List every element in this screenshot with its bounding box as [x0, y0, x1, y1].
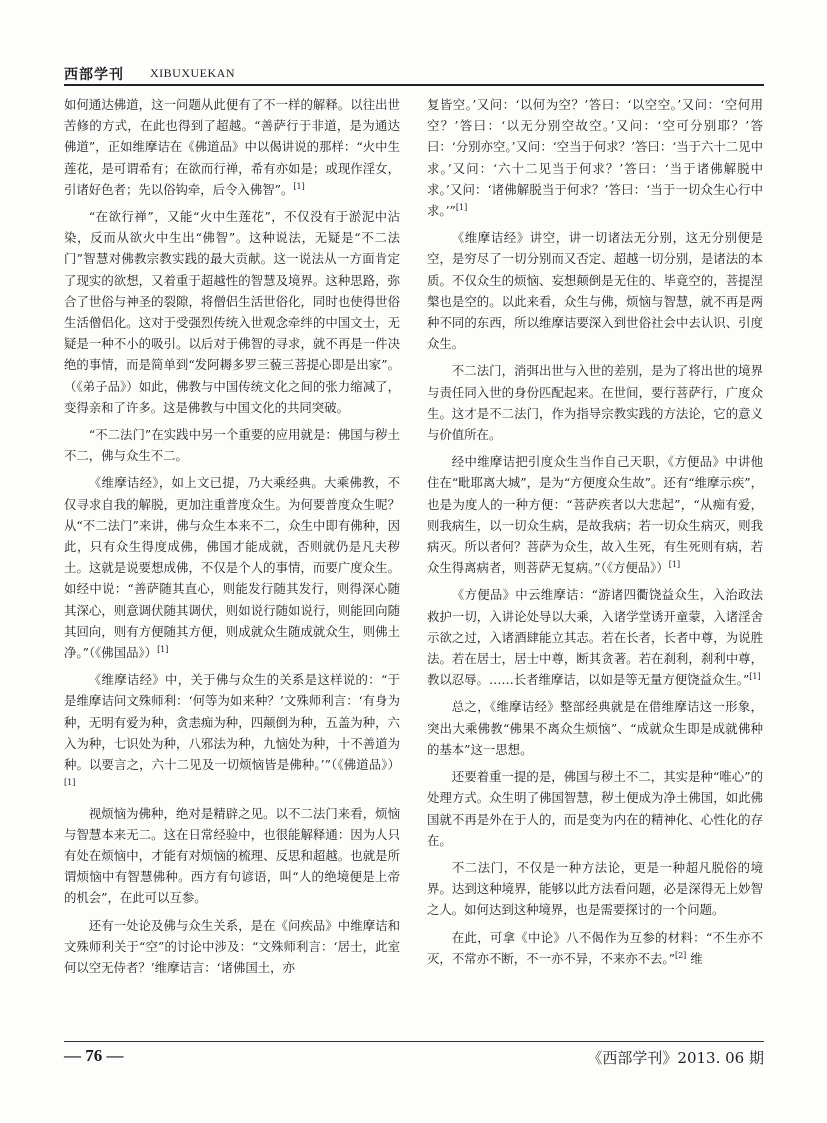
paragraph-text: 还有一处论及佛与众生关系，是在《问疾品》中维摩诘和文殊师利关于“空”的讨论中涉及：“文殊师利言：‘居士，此室何以空无侍者？’维摩诘言：‘诸佛国土，亦 — [64, 917, 400, 975]
paragraph-text: 《维摩诘经》讲空，讲一切诸法无分别，这无分别便是空，是穷尽了一切分别而又否定、超越一切分别，是诸法的本质。不仅众生的烦恼、妄想颠倒是无住的、毕竟空的，菩提涅槃也是空的。以此来看，众生与佛，烦恼与智慧，就不再是两种不同的东西，所以维摩诘要深入到世俗社会中去认识、引度众生。 — [427, 230, 763, 352]
page-number: — 76 — — [64, 1046, 124, 1065]
paragraph — [427, 584, 763, 690]
citation-ref: [1] — [668, 560, 681, 570]
citation-ref: [1] — [157, 644, 169, 654]
paragraph-text: 复皆空。’又问：‘以何为空？’答曰：‘以空空。’又问：‘空何用空？’答曰：‘以无分别空故空。’又问：‘空可分别耶？’答曰：‘分别亦空。’又问：‘空当于何求？’答曰：‘当于六十二见中求。’又问：‘六十二见当于何求？’答曰：‘当于诸佛解脱中求。’又问：‘诸佛解脱当于何求？’答曰：‘当于一切众生心行中求。’” — [427, 97, 763, 219]
paragraph-text: 视烦恼为佛种，绝对是精辟之见。以不二法门来看，烦恼与智慧本来无二。这在日常经验中，也很能解释通：因为人只有处在烦恼中，才能有对烦恼的梳理、反思和超越。也就是所谓烦恼中有智慧佛种。西方有句谚语，叫“人的绝境便是上帝的机会”，在此可以互参。 — [64, 805, 400, 906]
paragraph — [427, 451, 763, 578]
paragraph — [64, 669, 400, 796]
paragraph — [64, 472, 400, 663]
left-column — [64, 94, 400, 1034]
paragraph-tail: 维 — [686, 950, 703, 966]
citation-ref: [1] — [64, 778, 76, 788]
right-column — [427, 94, 763, 1034]
paragraph-text: 《维摩诘经》中，关于佛与众生的关系是这样说的：“于是维摩诘问文殊师利：‘何等为如来种？’文殊师利言：‘有身为种，无明有爱为种，贪恚痴为种，四颠倒为种，五盖为种，六入为种，七识处为种，八邪法为种，九恼处为种，十不善道为种。以要言之，六十二见及一切烦恼皆是佛种。’”（《佛道品》） — [64, 672, 400, 773]
journal-issue: 《西部学刊》2013. 06 期 — [587, 1049, 764, 1067]
header-rule — [64, 84, 764, 86]
paragraph-text: 不二法门，不仅是一种方法论，更是一种超凡脱俗的境界。达到这种境界，能够以此方法看问题，必是深得无上妙智之人。如何达到这种境界，也是需要探讨的一个问题。 — [427, 859, 763, 918]
paragraph — [64, 206, 400, 418]
citation-ref: [2] — [674, 950, 687, 960]
paragraph — [64, 915, 400, 979]
paragraph — [427, 857, 763, 921]
footer-rule — [64, 1041, 764, 1042]
paragraph — [64, 803, 400, 909]
paragraph — [427, 227, 763, 354]
journal-title: 西部学刊 — [64, 67, 124, 83]
paragraph-text: 经中维摩诘把引度众生当作自己天职，《方便品》中讲他住在“毗耶离大城”，是为“方便度众生故”。还有“维摩示疾”，也是为度人的一种方便：“菩萨疾者以大悲起”，“从痴有爱，则我病生，以一切众生病，是故我病；若一切众生病灭，则我病灭。所以者何？菩萨为众生，故入生死，有生死则有病，若众生得离病者，则菩萨无复病。”（《方便品》） — [427, 454, 763, 576]
paragraph-text: 在此，可拿《中论》八不偈作为互参的材料：“不生亦不灭，不常亦不断，不一亦不异，不来亦不去。” — [427, 929, 763, 966]
paragraph-text: 《方便品》中云维摩诘：“游诸四衢饶益众生，入治政法救护一切，入讲论处导以大乘，入诸学堂诱开童蒙，入诸淫舍示欲之过，入诸酒肆能立其志。若在长者，长者中尊，为说胜法。若在居士，居士中尊，断其贪著。若在刹利，刹利中尊，教以忍辱。……长者维摩诘，以如是等无量方便饶益众生。” — [427, 587, 763, 688]
paragraph — [427, 360, 763, 445]
paragraph-text: “在欲行禅”，又能“火中生莲花”，不仅没有于淤泥中沾染，反而从欲火中生出“佛智”。这种说法，无疑是“不二法门”智慧对佛教宗教实践的最大贡献。这一说法从一方面肯定了现实的欲想，又着重于超越性的智慧及境界。这种思路，弥合了世俗与神圣的裂隙，将僧侣生活世俗化，同时也使得世俗生活僧侣化。这对于受强烈传统入世观念牵绊的中国文士，无疑是一种不小的吸引。以后对于佛智的寻求，就不再是一件决绝的事情，而是简单到“发阿耨多罗三藐三菩提心即是出家”。（《弟子品》）如此，佛教与中国传统文化之间的张力缩减了，变得亲和了许多。这是佛教与中国文化的共同突破。 — [64, 209, 400, 415]
citation-ref: [1] — [293, 181, 305, 191]
journal-title-latin: XIBUXUEKAN — [150, 66, 235, 80]
paragraph — [64, 424, 400, 466]
paragraph — [427, 94, 763, 221]
citation-ref: [1] — [749, 672, 761, 682]
running-header — [64, 62, 764, 84]
paragraph — [64, 94, 400, 200]
paragraph-text: 不二法门，消弭出世与入世的差别，是为了将出世的境界与责任同入世的身份匹配起来。在世间，要行菩萨行，广度众生。这才是不二法门，作为指导宗教实践的方法论，它的意义与价值所在。 — [427, 363, 763, 443]
paragraph-text: “不二法门”在实践中另一个重要的应用就是：佛国与秽土不二，佛与众生不二。 — [64, 427, 400, 464]
paragraph — [427, 766, 763, 851]
paragraph-text: 《维摩诘经》，如上文已提，乃大乘经典。大乘佛教，不仅寻求自我的解脱，更加注重普度众生。为何要普度众生呢？从“不二法门”来讲，佛与众生本来不二，众生中即有佛种，因此，只有众生得度成佛，佛国才能成就，否则就仍是凡夫秽土。这就是说要想成佛，不仅是个人的事情，而要广度众生。如经中说：“善萨随其直心，则能发行随其发行，则得深心随其深心，则意调伏随其调伏，则如说行随如说行，则能回向随其回向，则有方便随其方便，则成就众生随成就众生，则佛土净。”（《佛国品》） — [64, 475, 400, 661]
paragraph — [427, 927, 763, 969]
paragraph — [427, 696, 763, 760]
paragraph-text: 还要着重一提的是，佛国与秽土不二，其实是种“唯心”的处理方式。众生明了佛国智慧，秽土便成为净土佛国，如此佛国就不再是外在于人的，而是变为内在的精神化、心性化的存在。 — [427, 769, 763, 848]
paragraph-text: 总之，《维摩诘经》整部经典就是在借维摩诘这一形象，突出大乘佛教“佛果不离众生烦恼”、“成就众生即是成就佛种的基本”这一思想。 — [427, 699, 763, 757]
citation-ref: [1] — [455, 202, 468, 212]
paragraph-text: 如何通达佛道，这一问题从此便有了不一样的解释。以往出世苦修的方式，在此也得到了超越。“善萨行于非道，是为通达佛道”，正如维摩诘在《佛道品》中以偈讲说的那样：“火中生莲花，是可谓希有；在欲而行禅，希有亦如是；或现作淫女，引诸好色者；先以俗钩牵，后令入佛智”。 — [64, 97, 400, 197]
